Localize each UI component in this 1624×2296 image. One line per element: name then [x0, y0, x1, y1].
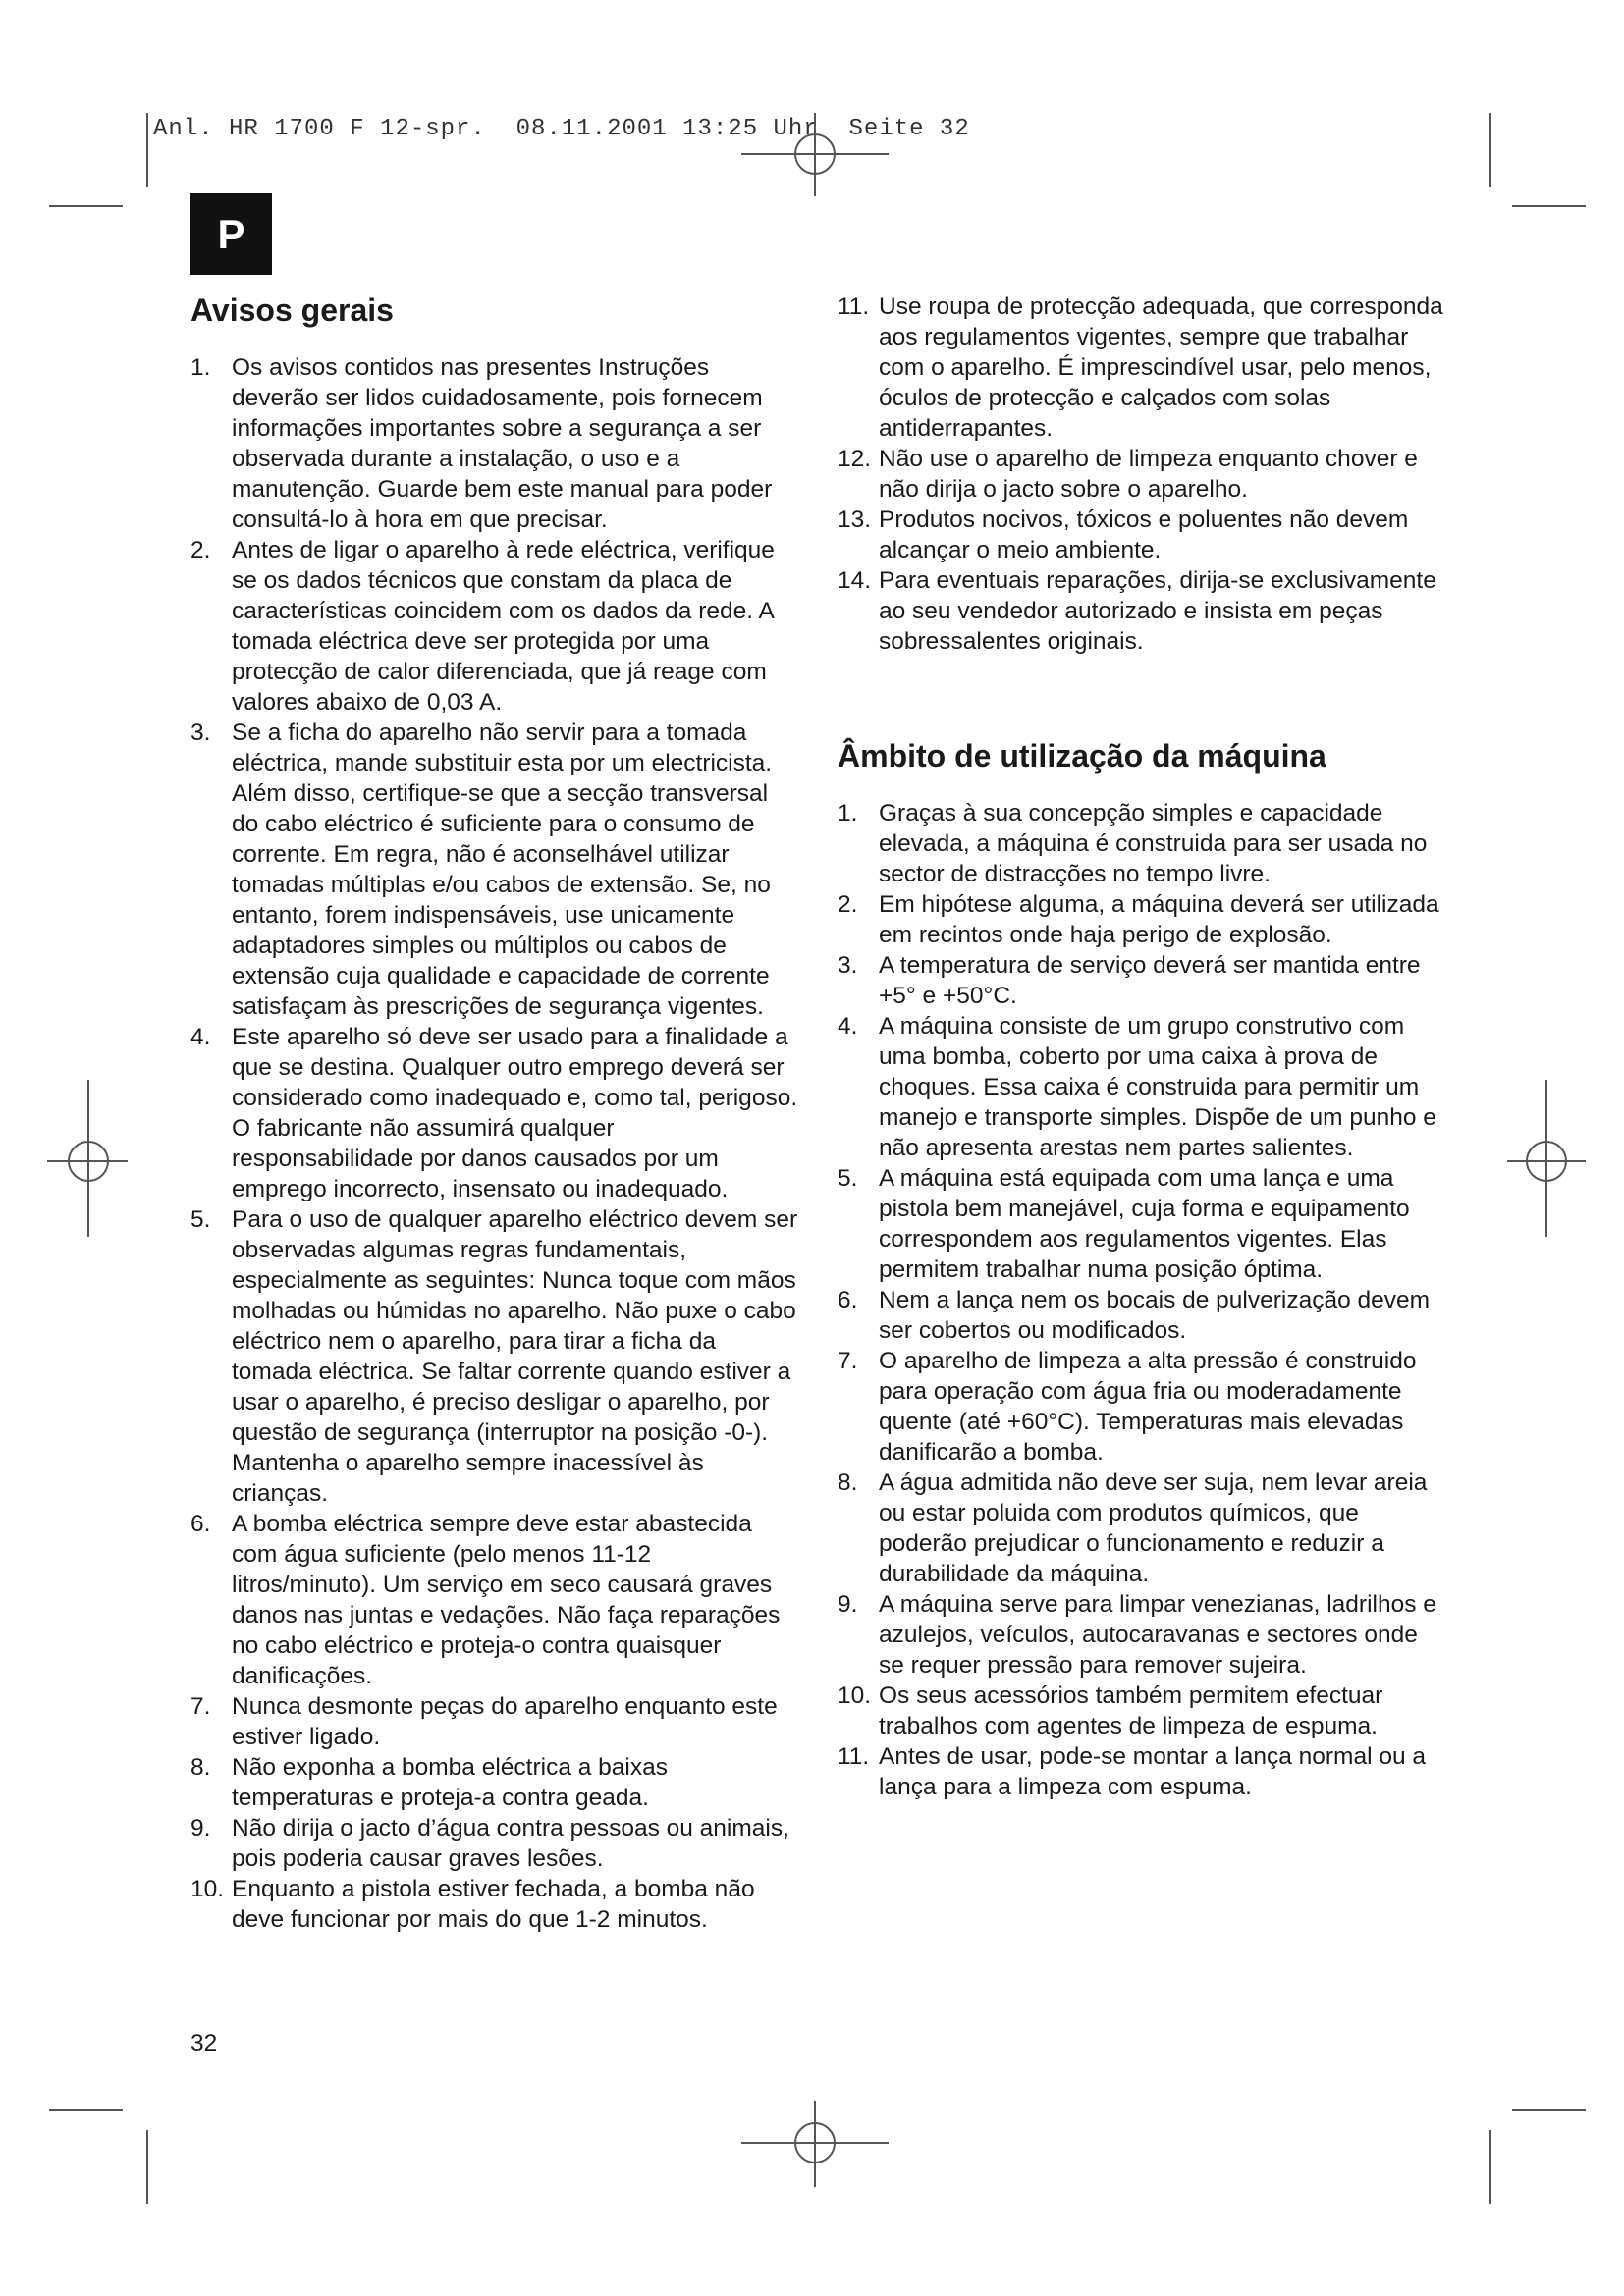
item-number: 11.: [838, 1743, 870, 1770]
list-item: [838, 565, 1446, 657]
item-number: 2.: [190, 537, 211, 563]
item-text: A água admitida não deve ser suja, nem levar areia ou estar poluida com produtos químicos, que poderão prejudicar o funcionamento e reduzir a durabilidade da máquina.: [879, 1469, 1428, 1587]
general-warnings-list-continued: [838, 292, 1446, 657]
list-item: [190, 1204, 799, 1509]
item-number: 7.: [190, 1693, 211, 1720]
item-number: 1.: [190, 354, 211, 381]
item-number: 1.: [838, 800, 858, 827]
item-text: Em hipótese alguma, a máquina deverá ser utilizada em recintos onde haja perigo de explosão.: [879, 891, 1439, 948]
item-text: A bomba eléctrica sempre deve estar abastecida com água suficiente (pelo menos 11-12 litros/minuto). Um serviço em seco causará graves danos nas juntas e vedações. Não faça reparações no cabo eléctrico e proteja-o contra quaisquer danificações.: [232, 1511, 781, 1689]
registration-mark-right: [1507, 1080, 1586, 1237]
list-item: [190, 535, 799, 718]
list-item: [838, 292, 1446, 444]
list-item: [190, 1022, 799, 1204]
item-text: Nunca desmonte peças do aparelho enquanto este estiver ligado.: [232, 1693, 778, 1750]
item-text: Enquanto a pistola estiver fechada, a bomba não deve funcionar por mais do que 1-2 minutos.: [232, 1876, 755, 1933]
general-warnings-list: [190, 352, 799, 1935]
item-number: 7.: [838, 1348, 858, 1374]
item-number: 13.: [838, 507, 872, 533]
item-number: 5.: [838, 1165, 858, 1192]
section-title-general-warnings: Avisos gerais: [190, 293, 394, 328]
list-item: [838, 1285, 1446, 1346]
item-text: Para o uso de qualquer aparelho eléctrico devem ser observadas algumas regras fundamentais, especialmente as seguintes: Nunca toque com mãos molhadas ou húmidas no aparelho. Não puxe o cabo eléctrico nem o aparelho, para tirar a ficha da tomada eléctrica. Se faltar corrente quando estiver a usar o aparelho, é preciso desligar o aparelho, por questão de segurança (interruptor na posição -0-). Mantenha o aparelho sempre inacessível às crianças.: [232, 1206, 798, 1507]
list-item: [838, 1346, 1446, 1468]
item-number: 6.: [838, 1287, 858, 1313]
item-text: A máquina está equipada com uma lança e uma pistola bem manejável, cuja forma e equipamento correspondem aos regulamentos vigentes. Elas permitem trabalhar numa posição óptima.: [879, 1165, 1410, 1283]
registration-mark-top: [741, 113, 889, 196]
item-number: 11.: [838, 294, 870, 320]
list-item: [190, 718, 799, 1022]
list-item: [838, 1741, 1446, 1802]
item-text: A máquina serve para limpar venezianas, ladrilhos e azulejos, veículos, autocaravanas e sectores onde se requer pressão para remover sujeira.: [879, 1591, 1436, 1679]
item-number: 8.: [190, 1754, 211, 1781]
item-text: Os avisos contidos nas presentes Instruções deverão ser lidos cuidadosamente, pois fornecem informações importantes sobre a segurança a ser observada durante a instalação, o uso e a manutenção. Guarde bem este manual para poder consultá-lo à hora em que precisar.: [232, 354, 773, 533]
item-text: Graças à sua concepção simples e capacidade elevada, a máquina é construida para ser usada no sector de distracções no tempo livre.: [879, 800, 1428, 887]
item-text: Antes de ligar o aparelho à rede eléctrica, verifique se os dados técnicos que constam da placa de características coincidem com os dados da rede. A tomada eléctrica deve ser protegida por uma protecção de calor diferenciada, que já reage com valores abaixo de 0,03 A.: [232, 537, 775, 716]
item-number: 9.: [838, 1591, 858, 1618]
item-text: A temperatura de serviço deverá ser mantida entre +5° e +50°C.: [879, 952, 1421, 1009]
item-text: Antes de usar, pode-se montar a lança normal ou a lança para a limpeza com espuma.: [879, 1743, 1427, 1800]
item-text: Produtos nocivos, tóxicos e poluentes não devem alcançar o meio ambiente.: [879, 507, 1409, 563]
page-number: 32: [190, 2030, 218, 2056]
list-item: [838, 1468, 1446, 1589]
item-text: Os seus acessórios também permitem efectuar trabalhos com agentes de limpeza de espuma.: [879, 1682, 1383, 1739]
list-item: [838, 1589, 1446, 1681]
item-text: Não use o aparelho de limpeza enquanto chover e não dirija o jacto sobre o aparelho.: [879, 446, 1418, 503]
list-item: [838, 889, 1446, 950]
list-item: [190, 1874, 799, 1935]
item-text: Não exponha a bomba eléctrica a baixas temperaturas e proteja-a contra geada.: [232, 1754, 669, 1811]
item-number: 4.: [190, 1024, 211, 1050]
item-number: 4.: [838, 1013, 858, 1040]
registration-mark-bottom: [741, 2101, 889, 2187]
item-text: Use roupa de protecção adequada, que corresponda aos regulamentos vigentes, sempre que trabalhar com o aparelho. É imprescindível usar, pelo menos, óculos de protecção e calçados com solas antiderrapantes.: [879, 294, 1443, 442]
item-text: Este aparelho só deve ser usado para a finalidade a que se destina. Qualquer outro emprego deverá ser considerado como inadequado e, como tal, perigoso. O fabricante não assumirá qualquer responsabilidade por danos causados por um emprego incorrecto, insensato ou inadequado.: [232, 1024, 798, 1202]
item-number: 5.: [190, 1206, 211, 1233]
registration-mark-left: [47, 1080, 128, 1237]
item-text: A máquina consiste de um grupo construtivo com uma bomba, coberto por uma caixa à prova de choques. Essa caixa é construida para permitir um manejo e transporte simples. Dispõe de um punho e não apresenta arestas nem partes salientes.: [879, 1013, 1436, 1161]
item-number: 6.: [190, 1511, 211, 1537]
list-item: [838, 950, 1446, 1011]
item-text: Não dirija o jacto d’água contra pessoas ou animais, pois poderia causar graves lesões.: [232, 1815, 789, 1872]
item-number: 2.: [838, 891, 858, 918]
list-item: [190, 1813, 799, 1874]
item-text: Se a ficha do aparelho não servir para a tomada eléctrica, mande substituir esta por um electricista. Além disso, certifique-se que a secção transversal do cabo eléctrico é suficiente para o consumo de corrente. Em regra, não é aconselhável utilizar tomadas múltiplas e/ou cabos de extensão. Se, no entanto, forem indispensáveis, use unicamente adaptadores simples ou múltiplos ou cabos de extensão cuja qualidade e capacidade de corrente satisfaçam às prescrições de segurança vigentes.: [232, 720, 773, 1020]
list-item: [838, 1011, 1446, 1163]
left-column: [190, 292, 799, 1935]
item-text: Nem a lança nem os bocais de pulverização devem ser cobertos ou modificados.: [879, 1287, 1431, 1344]
list-item: [838, 798, 1446, 889]
language-badge: P: [190, 193, 272, 275]
list-item: [190, 1509, 799, 1691]
item-number: 3.: [190, 720, 211, 746]
item-number: 9.: [190, 1815, 211, 1842]
list-item: [190, 1752, 799, 1813]
item-number: 10.: [838, 1682, 872, 1709]
item-number: 8.: [838, 1469, 858, 1496]
right-column: [838, 292, 1446, 1802]
list-item: [190, 1691, 799, 1752]
item-text: Para eventuais reparações, dirija-se exclusivamente ao seu vendedor autorizado e insista em peças sobressalentes originais.: [879, 567, 1436, 655]
list-item: [838, 505, 1446, 565]
list-item: [190, 352, 799, 535]
item-text: O aparelho de limpeza a alta pressão é construido para operação com água fria ou moderadamente quente (até +60°C). Temperaturas mais elevadas danificarão a bomba.: [879, 1348, 1417, 1466]
item-number: 14.: [838, 567, 872, 594]
list-item: [838, 1163, 1446, 1285]
section-title-scope-of-use: Âmbito de utilização da máquina: [838, 738, 1326, 774]
item-number: 3.: [838, 952, 858, 979]
list-item: [838, 444, 1446, 505]
scope-of-use-list: [838, 798, 1446, 1802]
item-number: 10.: [190, 1876, 225, 1902]
item-number: 12.: [838, 446, 872, 472]
list-item: [838, 1681, 1446, 1741]
print-slug: Anl. HR 1700 F 12-spr. 08.11.2001 13:25 Uhr Seite 32: [153, 116, 970, 142]
